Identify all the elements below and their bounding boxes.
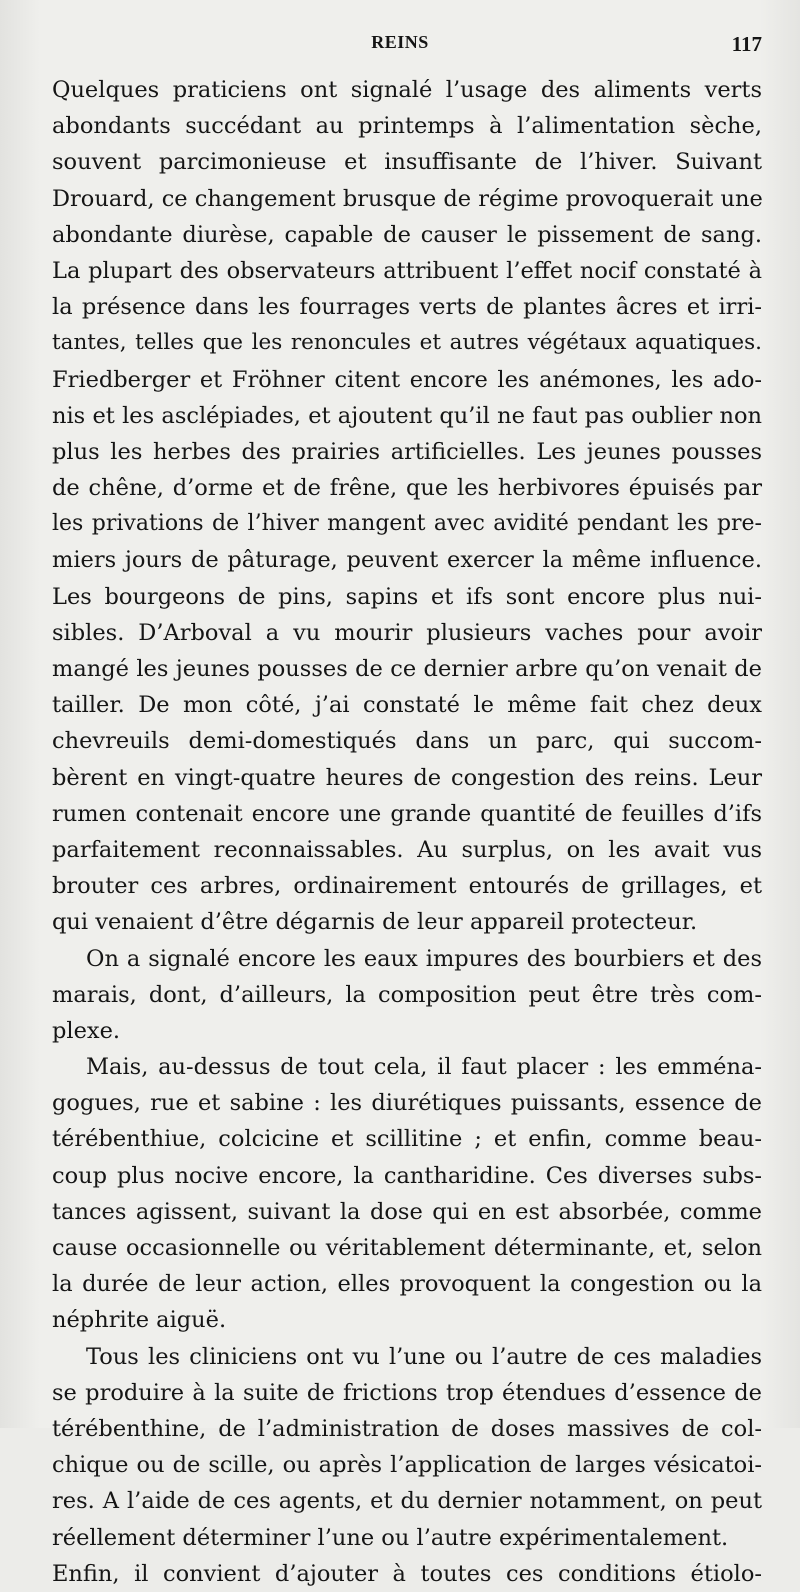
text-line: se produire à la suite de frictions trop étendues d’essence de (52, 1379, 762, 1406)
text-line: souvent parcimonieuse et insuffisante de l’hiver. Suivant (52, 149, 762, 176)
text-line: plus les herbes des prairies artificielles. Les jeunes pousses (52, 438, 762, 465)
text-line: Mais, au-dessus de tout cela, il faut placer : les emména- (86, 1054, 762, 1081)
text-line: tailler. De mon côté, j’ai constaté le même fait chez deux (52, 692, 762, 719)
text-line: Enfin, il convient d’ajouter à toutes ces conditions étiolo- (52, 1560, 762, 1587)
text-line: néphrite aiguë. (52, 1307, 227, 1334)
text-line: cause occasionnelle ou véritablement déterminante, et, selon (52, 1235, 762, 1261)
text-line: térébenthine, de l’administration de doses massives de col- (52, 1415, 762, 1442)
text-line: coup plus nocive encore, la cantharidine. Ces diverses subs- (52, 1162, 762, 1189)
text-line: Quelques praticiens ont signalé l’usage des aliments verts (52, 77, 762, 103)
text-line: rumen contenait encore une grande quantité de feuilles d’ifs (52, 800, 762, 827)
text-line: abondante diurèse, capable de causer le pissement de sang. (52, 221, 762, 248)
text-line: mangé les jeunes pousses de ce dernier arbre qu’on venait de (52, 656, 762, 682)
text-line: de chêne, d’orme et de frêne, que les herbivores épuisés par (52, 475, 762, 502)
text-line: res. A l’aide de ces agents, et du dernier notamment, on peut (52, 1488, 762, 1515)
text-line: Les bourgeons de pins, sapins et ifs sont encore plus nui- (52, 583, 762, 610)
running-title: REINS (371, 32, 429, 52)
text-line: Friedberger et Fröhner citent encore les anémones, les ado- (52, 366, 762, 393)
text-line: tantes, telles que les renoncules et autres végétaux aquatiques. (52, 330, 762, 356)
text-line: marais, dont, d’ailleurs, la composition peut être très com- (52, 981, 762, 1008)
text-line: plexe. (52, 1017, 121, 1044)
text-line: parfaitement reconnaissables. Au surplus, on les avait vus (52, 836, 762, 863)
text-line: tances agissent, suivant la dose qui en est absorbée, comme (52, 1198, 762, 1225)
text-line: nis et les asclépiades, et ajoutent qu’il ne faut pas oublier non (52, 402, 762, 429)
text-line: Drouard, ce changement brusque de régime provoquerait une (52, 185, 763, 212)
text-line: chevreuils demi-domestiqués dans un parc, qui succom- (52, 728, 762, 755)
text-line: On a signalé encore les eaux impures des bourbiers et des (86, 945, 762, 972)
text-line: la durée de leur action, elles provoquent la congestion ou la (52, 1271, 762, 1298)
text-line: La plupart des observateurs attribuent l’effet nocif constaté à (52, 257, 762, 284)
text-line: Tous les cliniciens ont vu l’une ou l’autre de ces maladies (86, 1343, 762, 1370)
text-line: les privations de l’hiver mangent avec avidité pendant les pre- (52, 511, 762, 537)
text-line: abondants succédant au printemps à l’alimentation sèche, (52, 113, 762, 140)
page-number: 117 (731, 32, 762, 56)
text-line: térébenthiue, colcicine et scillitine ; et enfin, comme beau- (52, 1126, 762, 1153)
text-line: miers jours de pâturage, peuvent exercer la même influence. (52, 547, 762, 574)
text-line: gogues, rue et sabine : les diurétiques puissants, essence de (52, 1090, 762, 1117)
text-line: brouter ces arbres, ordinairement entourés de grillages, et (52, 873, 762, 900)
text-line: chique ou de scille, ou après l’application de larges vésicatoi- (52, 1452, 762, 1479)
text-line: sibles. D’Arboval a vu mourir plusieurs vaches pour avoir (52, 619, 762, 646)
text-line: réellement déterminer l’une ou l’autre expérimentalement. (52, 1524, 729, 1551)
text-line: qui venaient d’être dégarnis de leur appareil protecteur. (52, 909, 698, 936)
page-header (0, 32, 800, 62)
text-line: bèrent en vingt-quatre heures de congestion des reins. Leur (52, 764, 762, 791)
text-line: la présence dans les fourrages verts de plantes âcres et irri- (52, 294, 762, 321)
body-text (52, 72, 762, 1592)
